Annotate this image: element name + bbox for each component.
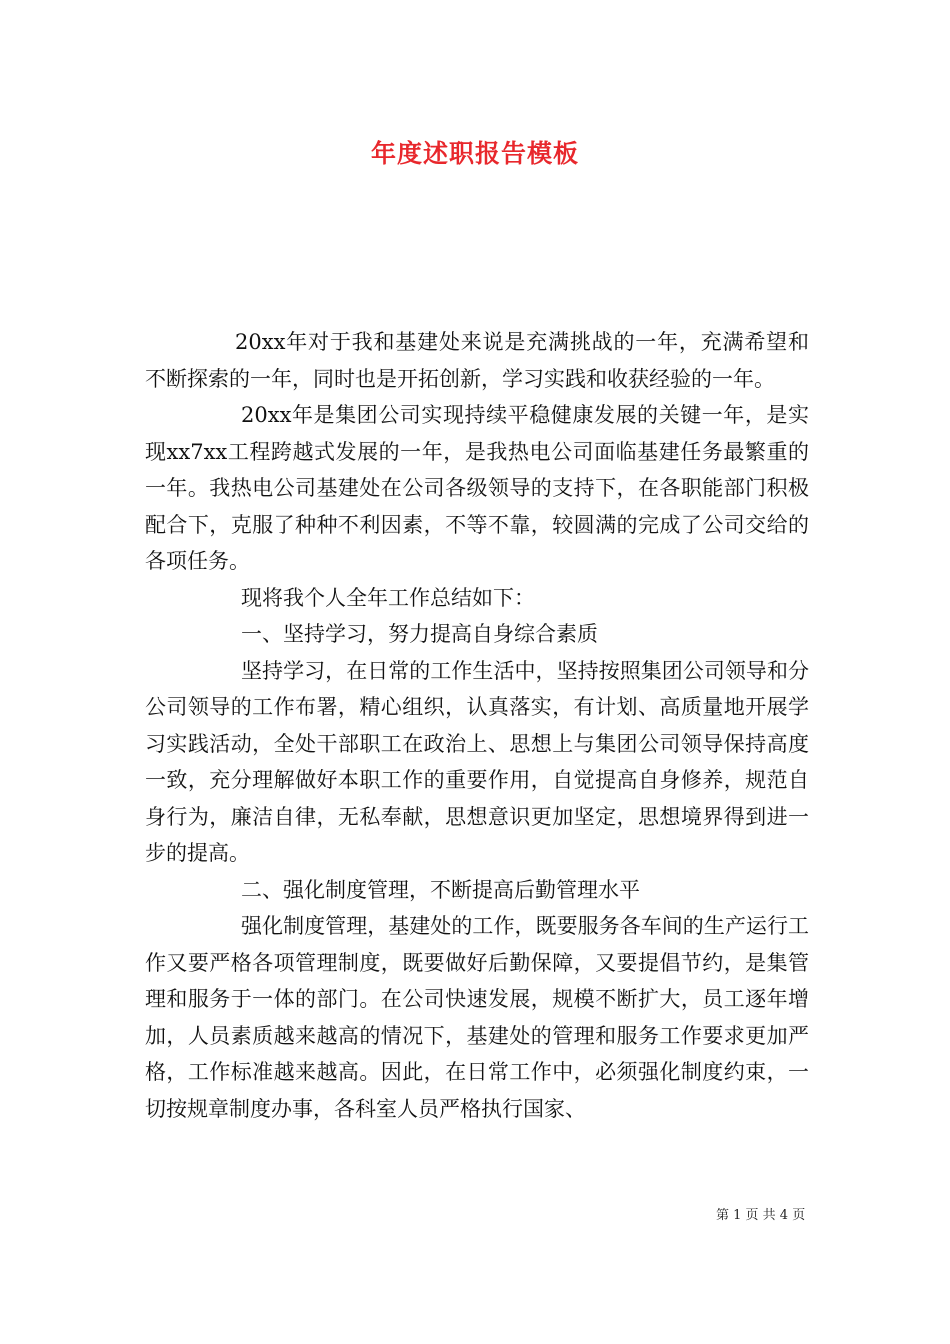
document-title: 年度述职报告模板: [370, 139, 579, 168]
paragraph-summary-lead: 现将我个人全年工作总结如下：: [241, 585, 535, 610]
section-heading-2: 二、强化制度管理，不断提高后勤管理水平: [241, 877, 640, 902]
document-body: [145, 324, 809, 1127]
section-heading-1: 一、坚持学习，努力提高自身综合素质: [241, 622, 598, 646]
paragraph-intro: 20xx年对于我和基建处来说是充满挑战的一年，充满希望和不断探索的一年，同时也是开拓创新，学习实践和收获经验的一年。: [145, 330, 809, 391]
paragraph-section-2: 强化制度管理，基建处的工作，既要服务各车间的生产运行工作又要严格各项管理制度，既要做好后勤保障，又要提倡节约，是集管理和服务于一体的部门。在公司快速发展，规模不断扩大，员工逐年增加，人员素质越来越高的情况下，基建处的管理和服务工作要求更加严格，工作标准越来越高。因此，在日常工作中，必须强化制度约束，一切按规章制度办事，各科室人员严格执行国家、: [145, 914, 809, 1121]
paragraph-context: 20xx年是集团公司实现持续平稳健康发展的关键一年，是实现xx7xx工程跨越式发展的一年，是我热电公司面临基建任务最繁重的一年。我热电公司基建处在公司各级领导的支持下，在各职能部门积极配合下，克服了种种不利因素，不等不靠，较圆满的完成了公司交给的各项任务。: [145, 403, 809, 573]
page-number-footer: 第 1 页 共 4 页: [716, 1208, 806, 1223]
paragraph-section-1: 坚持学习，在日常的工作生活中，坚持按照集团公司领导和分公司领导的工作布署，精心组织，认真落实，有计划、高质量地开展学习实践活动，全处干部职工在政治上、思想上与集团公司领导保持高度一致，充分理解做好本职工作的重要作用，自觉提高自身修养，规范自身行为，廉洁自律，无私奉献，思想意识更加坚定，思想境界得到进一步的提高。: [145, 658, 809, 865]
